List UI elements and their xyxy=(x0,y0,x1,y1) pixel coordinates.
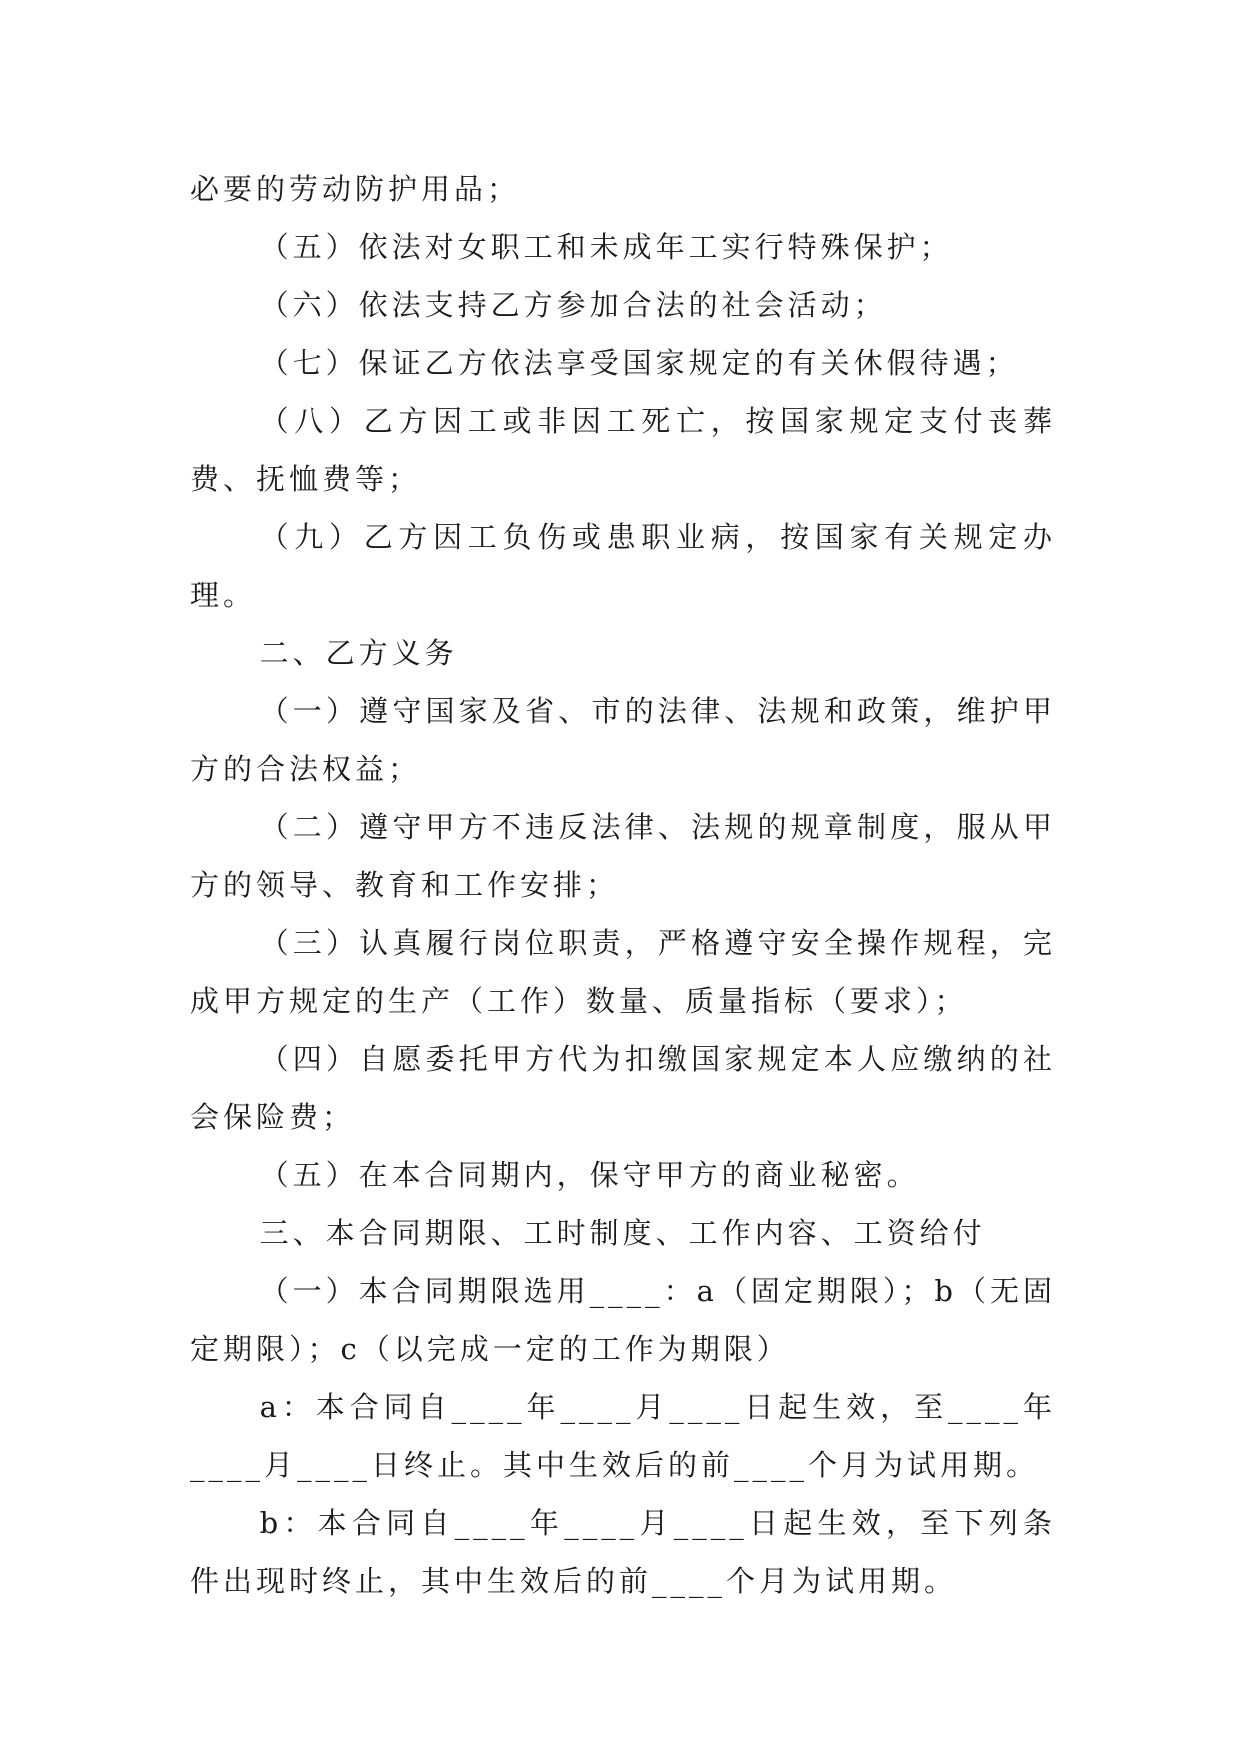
paragraph-item-5: （五）依法对女职工和未成年工实行特殊保护； xyxy=(259,230,953,264)
paragraph-term-choice: （一）本合同期限选用____：a（固定期限）；b（无固定期限）；c（以完成一定的工作为期限） xyxy=(190,1274,1056,1366)
paragraph-item-9: （九）乙方因工负伤或患职业病，按国家有关规定办理。 xyxy=(190,520,1056,612)
paragraph-item-8: （八）乙方因工或非因工死亡，按国家规定支付丧葬费、抚恤费等； xyxy=(190,404,1056,496)
paragraph-item-5b: （五）在本合同期内，保守甲方的商业秘密。 xyxy=(259,1158,920,1192)
paragraph-item-2: （二）遵守甲方不违反法律、法规的规章制度，服从甲方的领导、教育和工作安排； xyxy=(190,810,1056,902)
paragraph-item-4: （四）自愿委托甲方代为扣缴国家规定本人应缴纳的社会保险费； xyxy=(190,1042,1056,1134)
section-heading-contract-term: 三、本合同期限、工时制度、工作内容、工资给付 xyxy=(259,1216,986,1250)
paragraph-option-b: b：本合同自____年____月____日起生效，至下列条件出现时终止，其中生效后的前____个月为试用期。 xyxy=(190,1506,1056,1598)
paragraph-continuation: 必要的劳动防护用品； xyxy=(190,172,521,206)
paragraph-item-7: （七）保证乙方依法享受国家规定的有关休假待遇； xyxy=(259,346,1019,380)
paragraph-item-3: （三）认真履行岗位职责，严格遵守安全操作规程，完成甲方规定的生产（工作）数量、质量指标（要求）； xyxy=(190,926,1056,1018)
document-body xyxy=(190,160,1056,1610)
section-heading-party-b-obligations: 二、乙方义务 xyxy=(259,636,458,670)
paragraph-option-a: a：本合同自____年____月____日起生效，至____年____月____日终止。其中生效后的前____个月为试用期。 xyxy=(190,1390,1056,1482)
paragraph-item-1: （一）遵守国家及省、市的法律、法规和政策，维护甲方的合法权益； xyxy=(190,694,1056,786)
paragraph-item-6: （六）依法支持乙方参加合法的社会活动； xyxy=(259,288,887,322)
